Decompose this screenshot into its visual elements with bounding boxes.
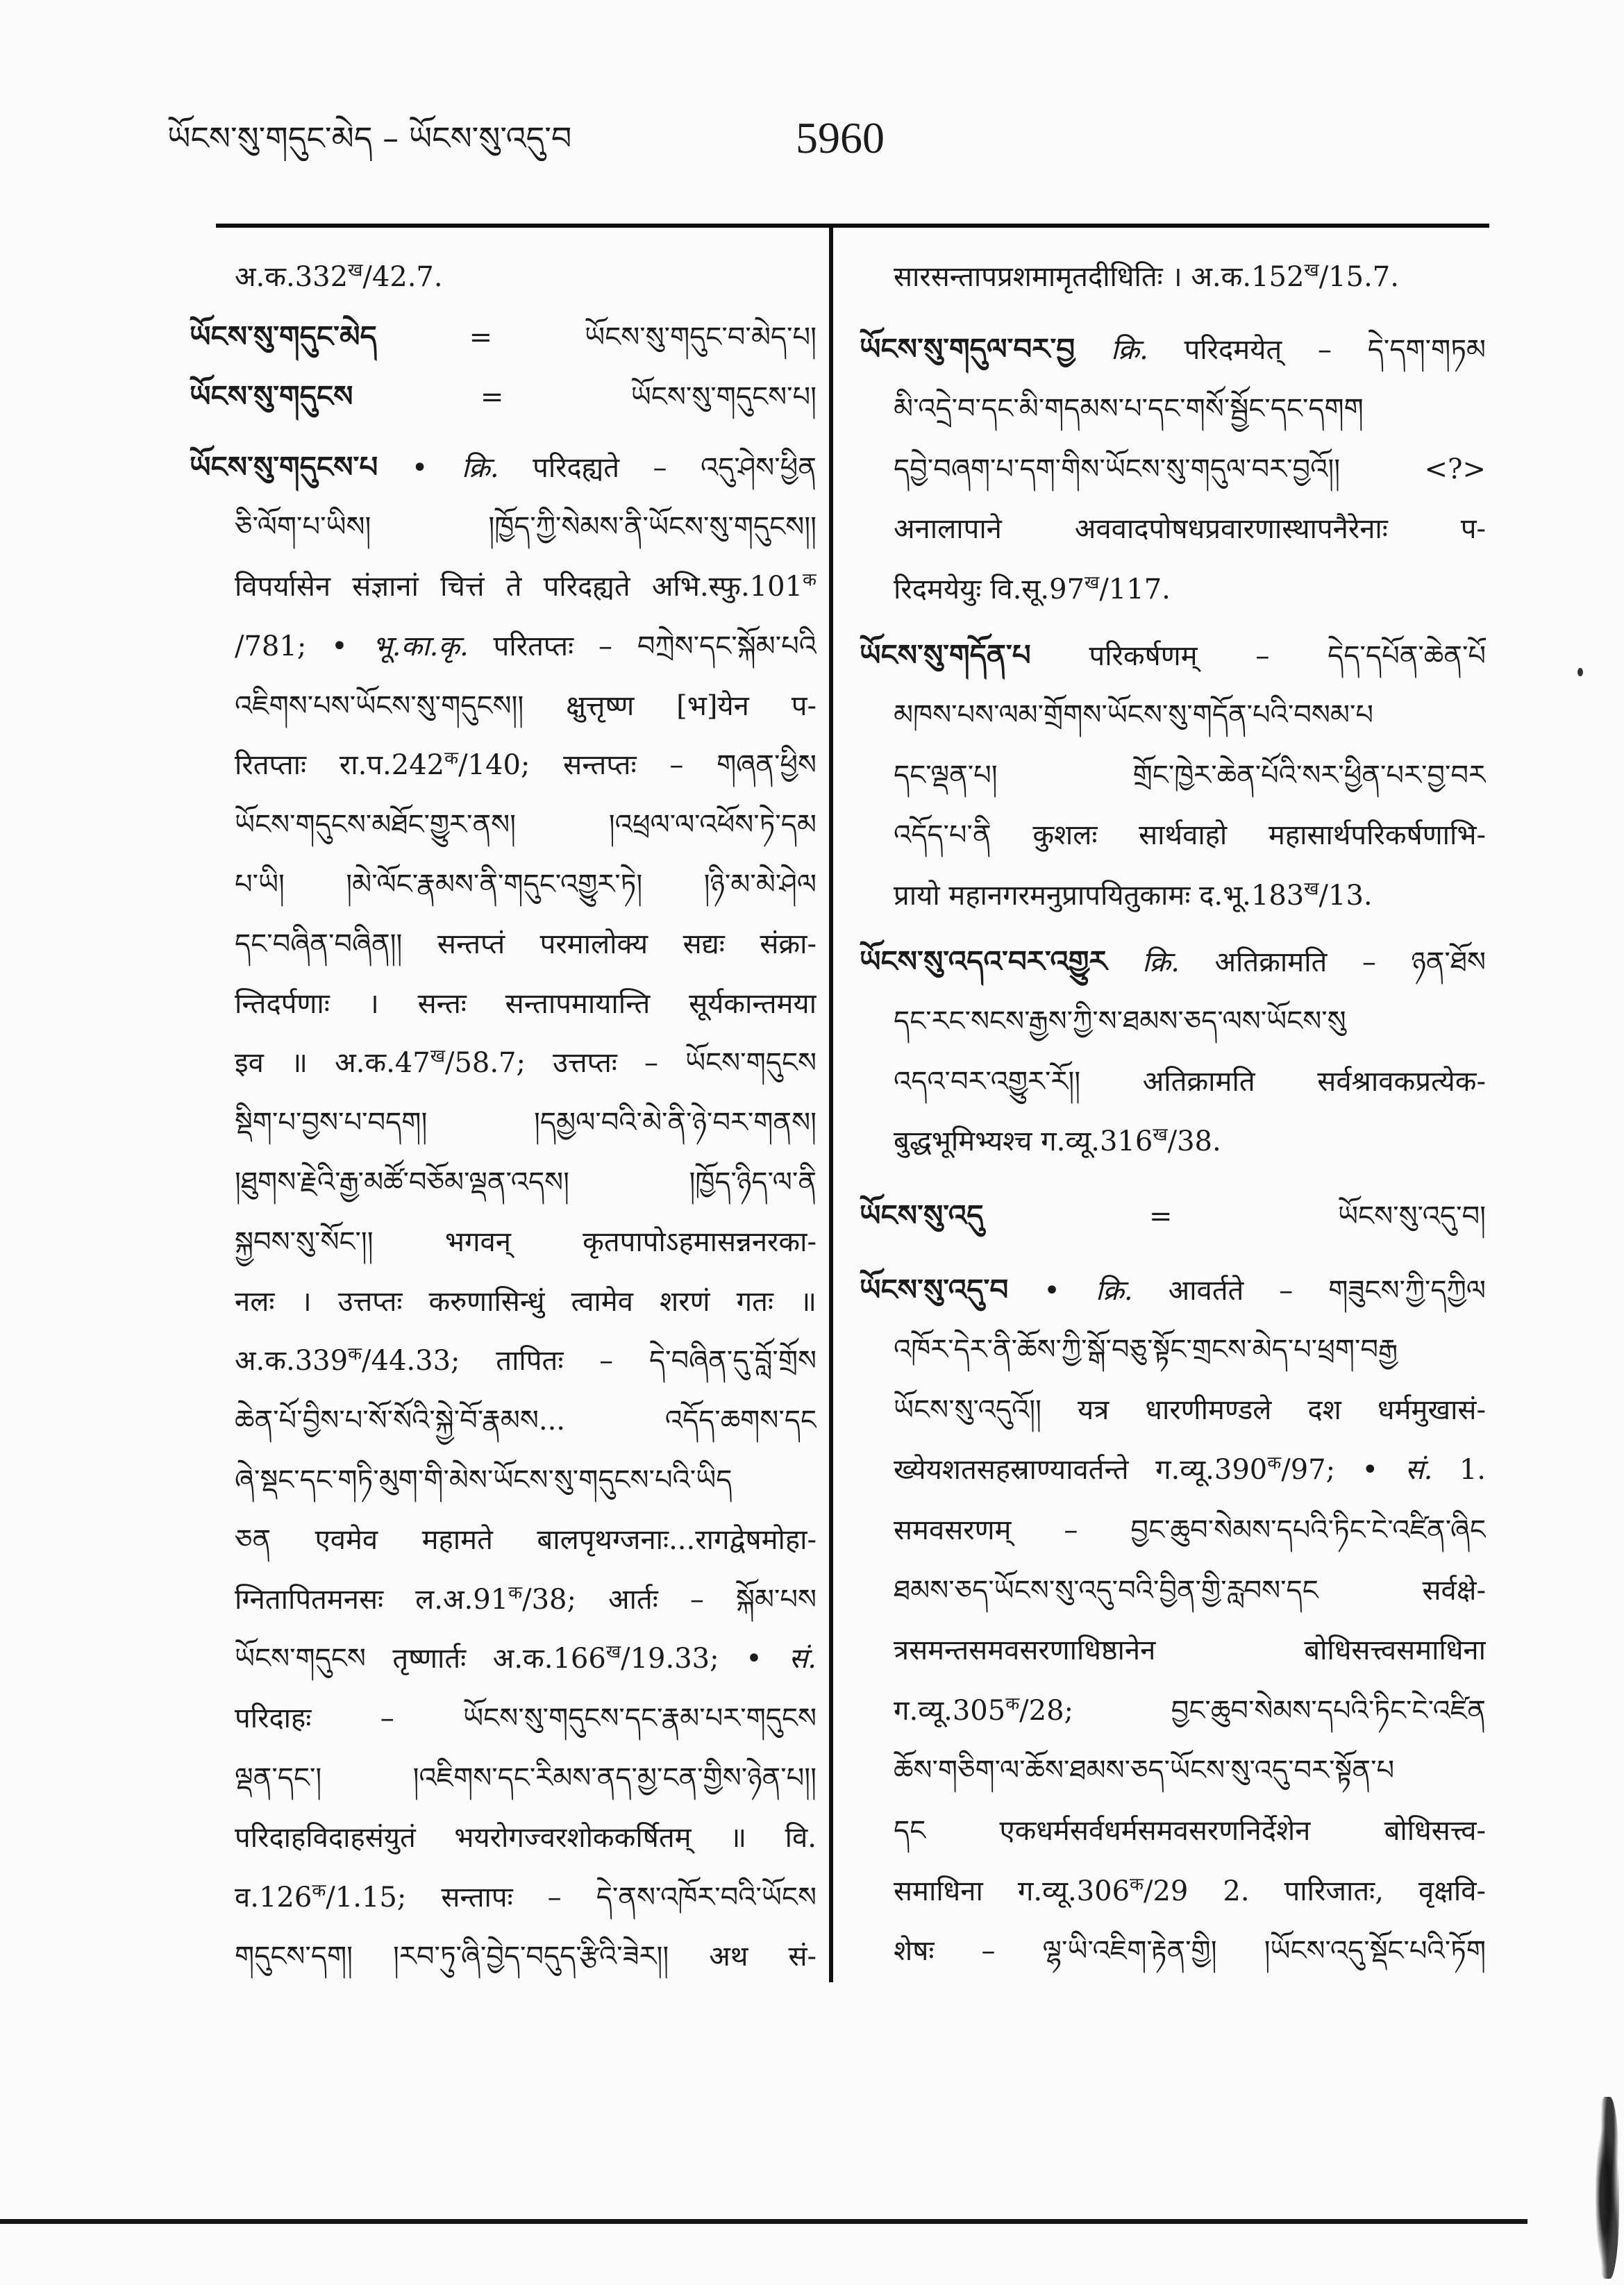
- text-run: ཡོངས་སུ་འདུ་བ།: [1338, 1200, 1486, 1232]
- text-line: [235, 1689, 817, 1748]
- text-run: ཡོངས་སུ་གདུང་བ་མེད་པ།: [585, 321, 817, 353]
- text-run: །ཐུགས་རྗེའི་རྒྱ་མཚོ་བཅོམ་ལྡན་འདས། །ཁྱོད་ཉིད་ལ་ནི: [235, 1166, 817, 1198]
- text-run: /58.7; उत्तप्तः – ཡོངས་གདུངས: [444, 1047, 817, 1080]
- text-line: [235, 795, 817, 855]
- headword: ཡོངས་སུ་འདུ་བ: [860, 1272, 1009, 1307]
- headword: ཡོངས་སུ་གདུངས: [190, 378, 353, 413]
- text-run: འཇིགས་པས་ཡོངས་སུ་གདུངས།། क्षुत्तृष्ण [भ]येन प-: [235, 689, 817, 722]
- text-line: [235, 1331, 817, 1391]
- text-run: =: [983, 1200, 1339, 1232]
- text-line: [894, 560, 1486, 619]
- text-line: [235, 247, 817, 307]
- text-line: [894, 1500, 1486, 1560]
- headword: ཡོངས་སུ་གདུངས་པ: [190, 450, 378, 485]
- grammar-abbreviation: क्रि.: [461, 452, 499, 485]
- text-run: /117.: [1099, 574, 1171, 605]
- text-line: [235, 1391, 817, 1450]
- text-line: [894, 685, 1486, 745]
- text-run: ཐམས་ཅད་ཡོངས་སུ་འདུ་བའི་བྱིན་གྱི་རླབས་དང सर्वक्षे-: [894, 1574, 1486, 1607]
- text-run: /15.7.: [1319, 261, 1399, 293]
- text-line: [894, 1320, 1486, 1380]
- text-line: [235, 1570, 817, 1630]
- text-line: [235, 1272, 817, 1332]
- text-line: [860, 932, 1486, 991]
- text-run: དང एकधर्मसर्वधर्मसमवसरणनिर्देशेन बोधिसत्त्व-: [894, 1815, 1486, 1847]
- page-edge-line: [0, 2219, 1527, 2224]
- text-line: [894, 1561, 1486, 1621]
- headword: ཡོངས་སུ་འདུ: [860, 1198, 984, 1232]
- text-line: [860, 319, 1486, 379]
- folio-side-marker: क: [312, 1880, 326, 1902]
- text-line: [235, 1093, 817, 1153]
- text-run: बुद्धभूमिभ्यश्च ग.व्यू.316: [894, 1125, 1153, 1158]
- text-line: [235, 617, 817, 676]
- text-run: ग.व्यू.305: [894, 1694, 1006, 1727]
- folio-side-marker: क: [1130, 1874, 1144, 1895]
- text-run: समवसरणम् – བྱང་ཆུབ་སེམས་དཔའི་ཏིང་ངེ་འཛིན་ཞིང: [894, 1514, 1486, 1546]
- text-run: /97; •: [1281, 1454, 1405, 1487]
- text-run: व.126: [235, 1881, 312, 1914]
- text-run: མཁས་པས་ལམ་གྲོགས་ཡོངས་སུ་གདོན་པའི་བསམ་པ: [894, 699, 1374, 732]
- grammar-abbreviation: सं.: [1405, 1454, 1433, 1487]
- text-run: /13.: [1319, 880, 1373, 912]
- folio-side-marker: क: [508, 1582, 523, 1604]
- folio-side-marker: क: [1005, 1693, 1020, 1715]
- text-line: [235, 676, 817, 736]
- text-run: शेषः – ལྷ་ཡི་འཇིག་རྟེན་གྱི། །ཡོངས་འདུ་སྡོང་པའི་ཏོག: [894, 1935, 1486, 1968]
- text-run: ཆོས་གཅིག་ལ་ཆོས་ཐམས་ཅད་ཡོངས་སུ་འདུ་བར་སྟོན་པ: [894, 1755, 1395, 1787]
- text-run: གདུངས་དག། །རབ་ཏུ་ཞི་བྱེད་བདུད་རྩིའི་ཟེར།། अथ सं-: [235, 1941, 817, 1973]
- text-run: विपर्यासेन संज्ञानां चित्तं ते परिदह्यते अभि.स्फु.101: [235, 571, 803, 603]
- text-line: [894, 440, 1486, 499]
- right-column: [860, 0, 1486, 2014]
- text-line: [894, 1380, 1486, 1440]
- text-line: [235, 1868, 817, 1927]
- grammar-abbreviation: क्रि.: [1142, 946, 1180, 978]
- text-line: [190, 307, 817, 367]
- text-run: =: [353, 380, 631, 413]
- text-run: अ.क.332: [235, 261, 349, 293]
- text-run: ग्नितापितमनसः ल.अ.91: [235, 1583, 509, 1616]
- text-line: [894, 247, 1486, 307]
- text-run: ख्येयशतसहस्राण्यावर्तन्ते ग.व्यू.390: [894, 1454, 1268, 1487]
- text-run: अतिक्रामति – ཉན་ཐོས: [1179, 946, 1486, 978]
- text-line: [894, 1681, 1486, 1741]
- text-line: [235, 1808, 817, 1868]
- folio-side-marker: ख: [605, 1642, 621, 1664]
- column-divider: [829, 226, 833, 1982]
- text-line: [190, 367, 817, 426]
- text-line: [894, 499, 1486, 559]
- text-run: /781; •: [235, 630, 373, 662]
- text-run: अनालापाने अववादपोषधप्रवारणास्थापनैरेनाः प-: [894, 513, 1486, 546]
- folio-side-marker: क: [444, 748, 459, 770]
- text-line: [894, 1801, 1486, 1861]
- text-run: त्रसमन्तसमवसरणाधिष्ठानेन बोधिसत्त्वसमाधिना: [894, 1634, 1486, 1667]
- text-run: འདའ་བར་འགྱུར་རོ།། अतिक्रामति सर्वश्रावकप्रत्येक-: [894, 1065, 1486, 1098]
- grammar-abbreviation: क्रि.: [1095, 1274, 1133, 1307]
- headword: ཡོངས་སུ་གདོན་པ: [860, 637, 1031, 672]
- text-line: [894, 379, 1486, 439]
- text-run: པ་ཡི། །མེ་ལོང་རྣམས་ནི་གདུང་འགྱུར་ཏེ། །ཉི་མ་མེ་ཤེལ: [235, 869, 817, 901]
- text-line: [894, 1921, 1486, 1981]
- headword: ཡོངས་སུ་གདུང་མེད: [190, 319, 377, 353]
- grammar-abbreviation: सं.: [789, 1643, 817, 1675]
- text-line: [235, 1510, 817, 1570]
- text-run: [1075, 334, 1111, 366]
- folio-side-marker: ख: [1304, 260, 1319, 281]
- text-line: [235, 1033, 817, 1093]
- text-line: [894, 1112, 1486, 1171]
- text-line: [894, 866, 1486, 926]
- text-line: [235, 1212, 817, 1272]
- headword: ཡོངས་སུ་གདུལ་བར་བྱ: [860, 331, 1075, 366]
- text-line: [235, 735, 817, 795]
- text-run: रिदमयेयुः वि.सू.97: [894, 574, 1085, 605]
- grammar-abbreviation: भू.का.कृ.: [372, 630, 469, 662]
- text-line: [894, 746, 1486, 805]
- text-run: ཡོངས་གདུངས་མཐོང་གྱུར་ནས། །འཕྲལ་ལ་འཕོས་ཏེ་དམ: [235, 809, 817, 842]
- text-run: =: [376, 321, 585, 353]
- text-line: [894, 991, 1486, 1051]
- text-line: [860, 1260, 1486, 1320]
- text-run: रितप्ताः रा.प.242: [235, 749, 445, 782]
- text-line: [894, 805, 1486, 865]
- text-run: परिदमयेत् – དེ་དག་གཏམ: [1148, 333, 1486, 366]
- folio-side-marker: ख: [1085, 572, 1100, 594]
- text-run: དང་རང་སངས་རྒྱས་ཀྱི་ས་ཐམས་ཅད་ལས་ཡོངས་སུ: [894, 1005, 1346, 1038]
- text-run: परिदाहः – ཡོངས་སུ་གདུངས་དང་རྣམ་པར་གདུངས: [235, 1702, 817, 1735]
- text-run: •: [378, 452, 462, 485]
- text-run: ཆེན་པོ་བྱིས་པ་སོ་སོའི་སྐྱེ་བོ་རྣམས... འདོད་ཆགས་དང: [235, 1405, 817, 1437]
- text-run: परितप्तः – བཀྲེས་དང་སྐོམ་པའི: [468, 630, 817, 662]
- text-line: [235, 1629, 817, 1689]
- text-line: [860, 626, 1486, 685]
- text-run: /29 2. पारिजातः, वृक्षवि-: [1144, 1875, 1486, 1907]
- text-run: མི་འདྲེ་བ་དང་མི་གདམས་པ་དང་གསོ་སྦྱོང་དང་དགག: [894, 393, 1364, 426]
- running-title: ཡོངས་སུ་གདུང་མེད – ཡོངས་སུ་འདུ་བ: [167, 119, 572, 157]
- text-run: /140; सन्तप्तः – གཞན་ཕྱིས: [458, 749, 817, 782]
- text-run: 1.: [1432, 1454, 1486, 1487]
- scan-noise: [1596, 2097, 1619, 2279]
- left-column: [190, 0, 817, 2014]
- text-run: प्रायो महानगरमनुप्रापयितुकामः द.भू.183: [894, 880, 1305, 912]
- text-run: नलः । उत्तप्तः करुणासिन्धुं त्वामेव शरणं गतः ॥: [235, 1285, 817, 1318]
- folio-side-marker: ख: [1304, 878, 1319, 900]
- text-line: [860, 1186, 1486, 1246]
- text-run: न्तिदर्पणाः । सन्तः सन्तापमायान्ति सूर्यकान्तमया: [235, 987, 817, 1020]
- text-run: སྡིག་པ་བྱས་པ་བདག། །དམྱལ་བའི་མེ་ནི་ཉེ་བར་གནས།: [235, 1107, 817, 1139]
- text-run: परिकर्षणम् – དེད་དཔོན་ཆེན་པོ: [1030, 639, 1486, 672]
- text-line: [235, 1927, 817, 1986]
- text-run: इव ॥ अ.क.47: [235, 1047, 430, 1080]
- text-run: /28; བྱང་ཆུབ་སེམས་དཔའི་ཏིང་ངེ་འཛིན: [1019, 1694, 1486, 1727]
- text-run: ཡོངས་སུ་འདུའོ།། यत्र धारणीमण्डले दश धर्ममुखासं-: [894, 1393, 1486, 1426]
- folio-side-marker: ख: [430, 1046, 445, 1068]
- text-run: /38; आर्तः – སྐོམ་པས: [522, 1583, 817, 1616]
- text-run: /19.33; •: [621, 1643, 789, 1675]
- text-run: सारसन्तापप्रशमामृतदीधितिः । अ.क.152: [894, 261, 1305, 293]
- folio-side-marker: क: [348, 1344, 362, 1366]
- text-line: [235, 557, 817, 617]
- text-run: སྐྱབས་སུ་སོང་།། भगवन् कृतपापोऽहमासन्ननरका-: [235, 1225, 817, 1258]
- text-run: आवर्तते – གཟུངས་ཀྱི་དཀྱིལ: [1132, 1274, 1486, 1307]
- headword: ཡོངས་སུ་འདའ་བར་འགྱུར: [860, 944, 1107, 978]
- folio-side-marker: ख: [348, 260, 363, 281]
- text-line: [190, 437, 817, 497]
- text-line: [235, 914, 817, 974]
- text-line: [894, 1861, 1486, 1921]
- text-line: [235, 1153, 817, 1212]
- text-run: ལྡན་དང་། །འཇིགས་དང་རིམས་ནད་མྱ་ངན་གྱིས་ཉེན་པ།།: [235, 1762, 817, 1794]
- text-run: ཡོངས་གདུངས तृष्णार्तः अ.क.166: [235, 1643, 606, 1675]
- text-run: समाधिना ग.व्यू.306: [894, 1875, 1130, 1907]
- text-run: •: [1008, 1274, 1096, 1307]
- text-run: /42.7.: [362, 261, 443, 293]
- text-line: [235, 497, 817, 557]
- page-number: 5960: [796, 113, 885, 162]
- text-run: परिदाहविदाहसंयुतं भयरोगज्वरशोककर्षितम् ॥ वि.: [235, 1821, 817, 1854]
- text-run: ཅི་ལོག་པ་ཡིས། །ཁྱོད་ཀྱི་སེམས་ནི་ཡོངས་སུ་གདུངས།།: [235, 511, 817, 544]
- text-run: [1107, 946, 1143, 978]
- text-run: དང་བཞིན་བཞིན།། सन्तप्तं परमालोक्य सद्यः संक्रा-: [235, 928, 817, 960]
- folio-side-marker: ख: [1153, 1125, 1168, 1146]
- text-line: [235, 974, 817, 1034]
- text-run: /44.33; तापितः – དེ་བཞིན་དུ་བློ་གྲོས: [362, 1345, 817, 1378]
- text-run: དང་ལྡན་པ། གྲོང་ཁྱེར་ཆེན་པོའི་སར་ཕྱིན་པར་བྱ་བར: [894, 759, 1486, 792]
- text-line: [894, 1621, 1486, 1680]
- folio-side-marker: क: [803, 569, 817, 591]
- text-run: ཡོངས་སུ་གདུངས་པ།: [630, 380, 817, 413]
- text-run: अ.क.339: [235, 1345, 349, 1378]
- text-run: परिदह्यते – འདུ་ཤེས་ཕྱིན: [499, 452, 817, 485]
- text-line: [235, 1450, 817, 1510]
- text-run: ཞེ་སྡང་དང་གཏི་མུག་གི་མེས་ཡོངས་སུ་གདུངས་པའི་ཡིད: [235, 1464, 733, 1496]
- grammar-abbreviation: क्रि.: [1111, 333, 1148, 366]
- folio-side-marker: क: [1267, 1453, 1282, 1475]
- text-line: [235, 855, 817, 914]
- scan-speck: [1577, 668, 1583, 676]
- text-run: /38.: [1167, 1125, 1221, 1158]
- text-run: འཁོར་དེར་ནི་ཆོས་ཀྱི་སྒོ་བཅུ་སྟོང་གྲངས་མེད་པ་ཕྲག་བརྒྱ: [894, 1334, 1398, 1366]
- text-line: [894, 1440, 1486, 1500]
- text-run: /1.15; सन्तापः – དེ་ནས་འཁོར་བའི་ཡོངས: [326, 1881, 817, 1914]
- text-run: དབྱེ་བཞག་པ་དག་གིས་ཡོངས་སུ་གདུལ་བར་བྱའོ།། <?>: [894, 453, 1486, 485]
- text-run: ཅན एवमेव महामते बालपृथग्जनाः...रागद्वेषमोहा-: [235, 1523, 817, 1556]
- text-run: འདོད་པ་ནི कुशलः सार्थवाहो महासार्थपरिकर्षणाभि-: [894, 819, 1486, 852]
- text-line: [894, 1052, 1486, 1112]
- text-line: [235, 1748, 817, 1808]
- text-line: [894, 1741, 1486, 1800]
